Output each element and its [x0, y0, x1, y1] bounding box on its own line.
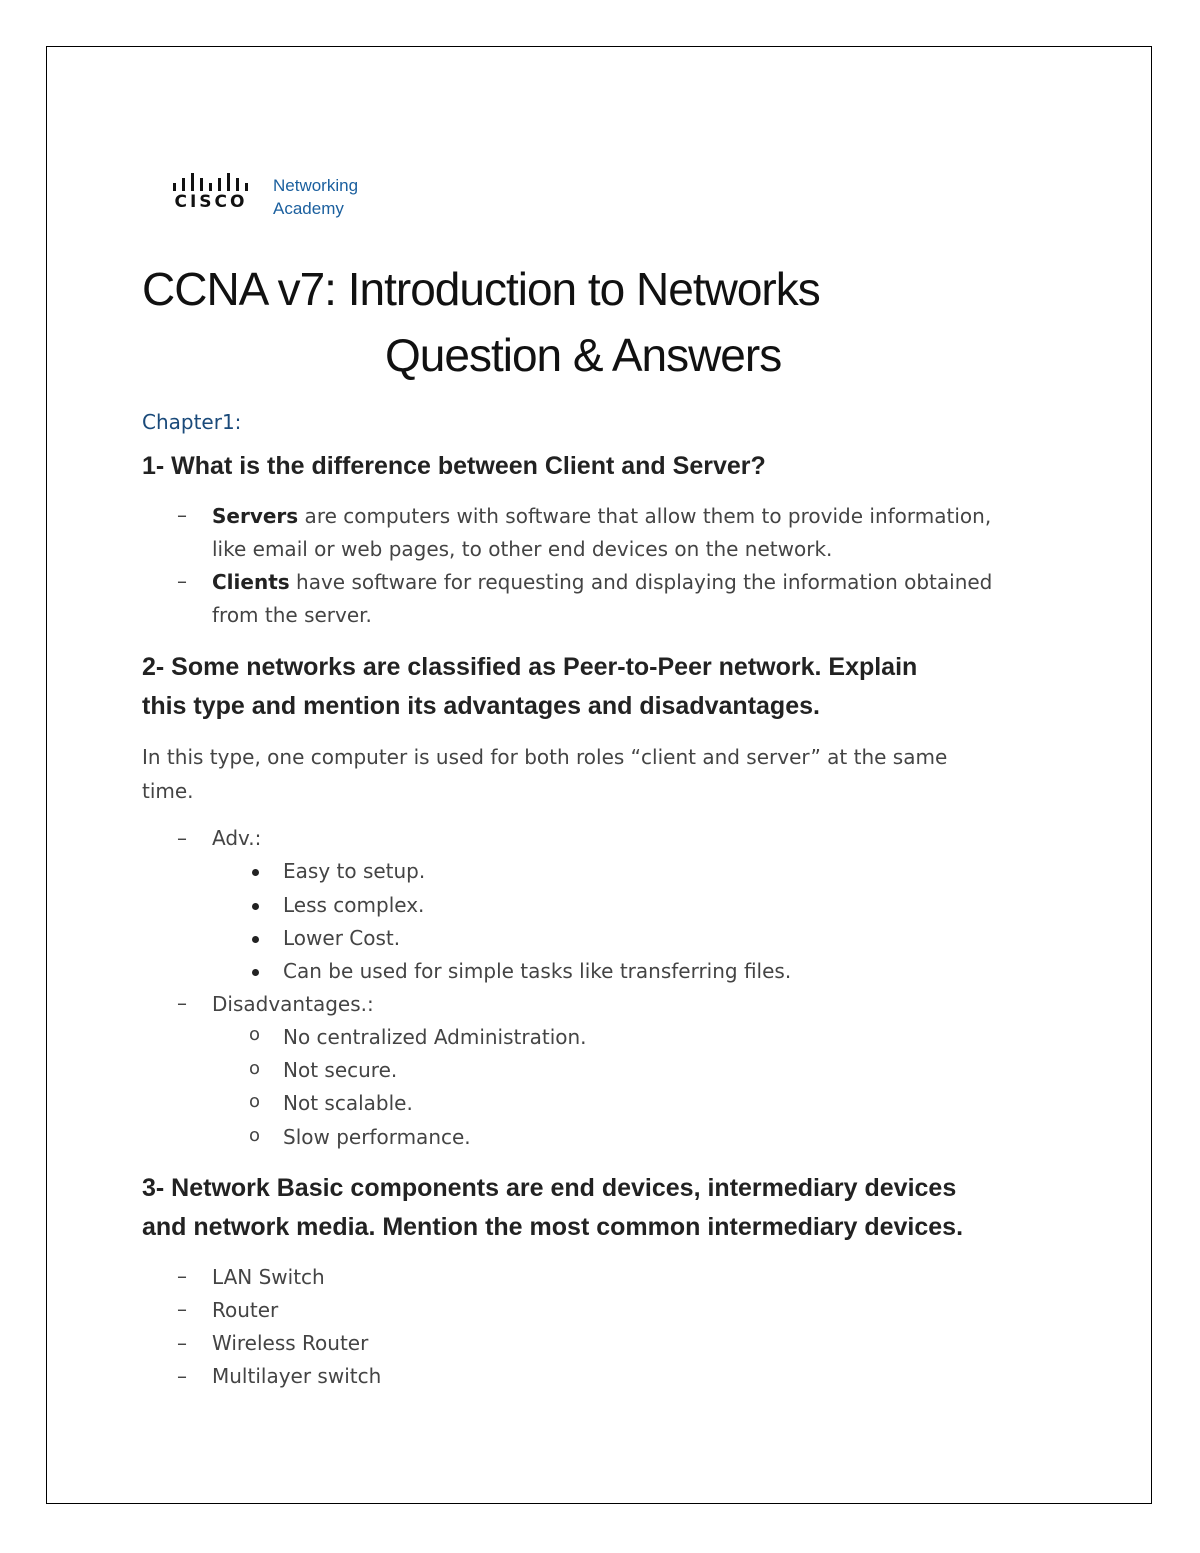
chapter-heading: Chapter1: — [142, 410, 242, 434]
question-3-line-1: 3- Network Basic components are end devices, intermediary devices — [142, 1174, 957, 1202]
p2p-intro — [142, 740, 1042, 808]
servers-text-2: like email or web pages, to other end devices on the network. — [212, 537, 833, 561]
question-2-line-2: this type and mention its advantages and disadvantages. — [142, 692, 820, 720]
device-item: LAN Switch — [212, 1265, 325, 1289]
adv-item: Can be used for simple tasks like transferring files. — [283, 959, 792, 983]
logo-line-2: Academy — [273, 199, 344, 218]
list-item-servers — [212, 500, 1072, 566]
logo-line-1: Networking — [273, 176, 359, 195]
logo-caption — [273, 174, 358, 220]
bullet-dot — [252, 936, 259, 943]
adv-item: Less complex. — [283, 893, 425, 917]
question-1: 1- What is the difference between Client and Server? — [142, 452, 766, 480]
device-item: Multilayer switch — [212, 1364, 382, 1388]
dash-bullet: – — [177, 569, 187, 593]
disadv-label: Disadvantages.: — [212, 992, 374, 1016]
question-2-line-1: 2- Some networks are classified as Peer-to-Peer network. Explain — [142, 653, 918, 681]
disadv-item: No centralized Administration. — [283, 1025, 587, 1049]
disadv-item: Slow performance. — [283, 1125, 471, 1149]
page-title: CCNA v7: Introduction to Networks — [142, 263, 820, 315]
bullet-dot — [252, 969, 259, 976]
clients-text-1: have software for requesting and displaying the information obtained — [289, 570, 993, 594]
list-item-clients — [212, 566, 1072, 632]
bullet-circle: o — [249, 1091, 261, 1112]
term-clients: Clients — [212, 570, 290, 594]
dash-bullet: – — [177, 1264, 187, 1288]
disadv-item: Not secure. — [283, 1058, 398, 1082]
cisco-wordmark: CISCO — [174, 192, 248, 212]
cisco-bars-icon — [171, 172, 251, 212]
clients-text-2: from the server. — [212, 603, 372, 627]
servers-text-1: are computers with software that allow them to provide information, — [298, 504, 992, 528]
dash-bullet: – — [177, 1364, 187, 1388]
device-item: Router — [212, 1298, 279, 1322]
bullet-dot — [252, 903, 259, 910]
page-subtitle: Question & Answers — [385, 329, 782, 381]
dash-bullet: – — [177, 1331, 187, 1355]
dash-bullet: – — [177, 1297, 187, 1321]
device-item: Wireless Router — [212, 1331, 369, 1355]
dash-bullet: – — [177, 991, 187, 1015]
p2p-intro-line-2: time. — [142, 779, 194, 803]
bullet-circle: o — [249, 1125, 261, 1146]
bullet-circle: o — [249, 1058, 261, 1079]
p2p-intro-line-1: In this type, one computer is used for both roles “client and server” at the same — [142, 745, 948, 769]
question-2 — [142, 648, 1062, 726]
term-servers: Servers — [212, 504, 299, 528]
disadv-item: Not scalable. — [283, 1091, 413, 1115]
adv-item: Easy to setup. — [283, 859, 426, 883]
dash-bullet: – — [177, 826, 187, 850]
dash-bullet: – — [177, 503, 187, 527]
adv-item: Lower Cost. — [283, 926, 401, 950]
question-3-line-2: and network media. Mention the most common intermediary devices. — [142, 1213, 964, 1241]
question-3 — [142, 1169, 1062, 1247]
adv-label: Adv.: — [212, 826, 262, 850]
bullet-dot — [252, 869, 259, 876]
cisco-logo — [171, 172, 358, 220]
bullet-circle: o — [249, 1024, 261, 1045]
